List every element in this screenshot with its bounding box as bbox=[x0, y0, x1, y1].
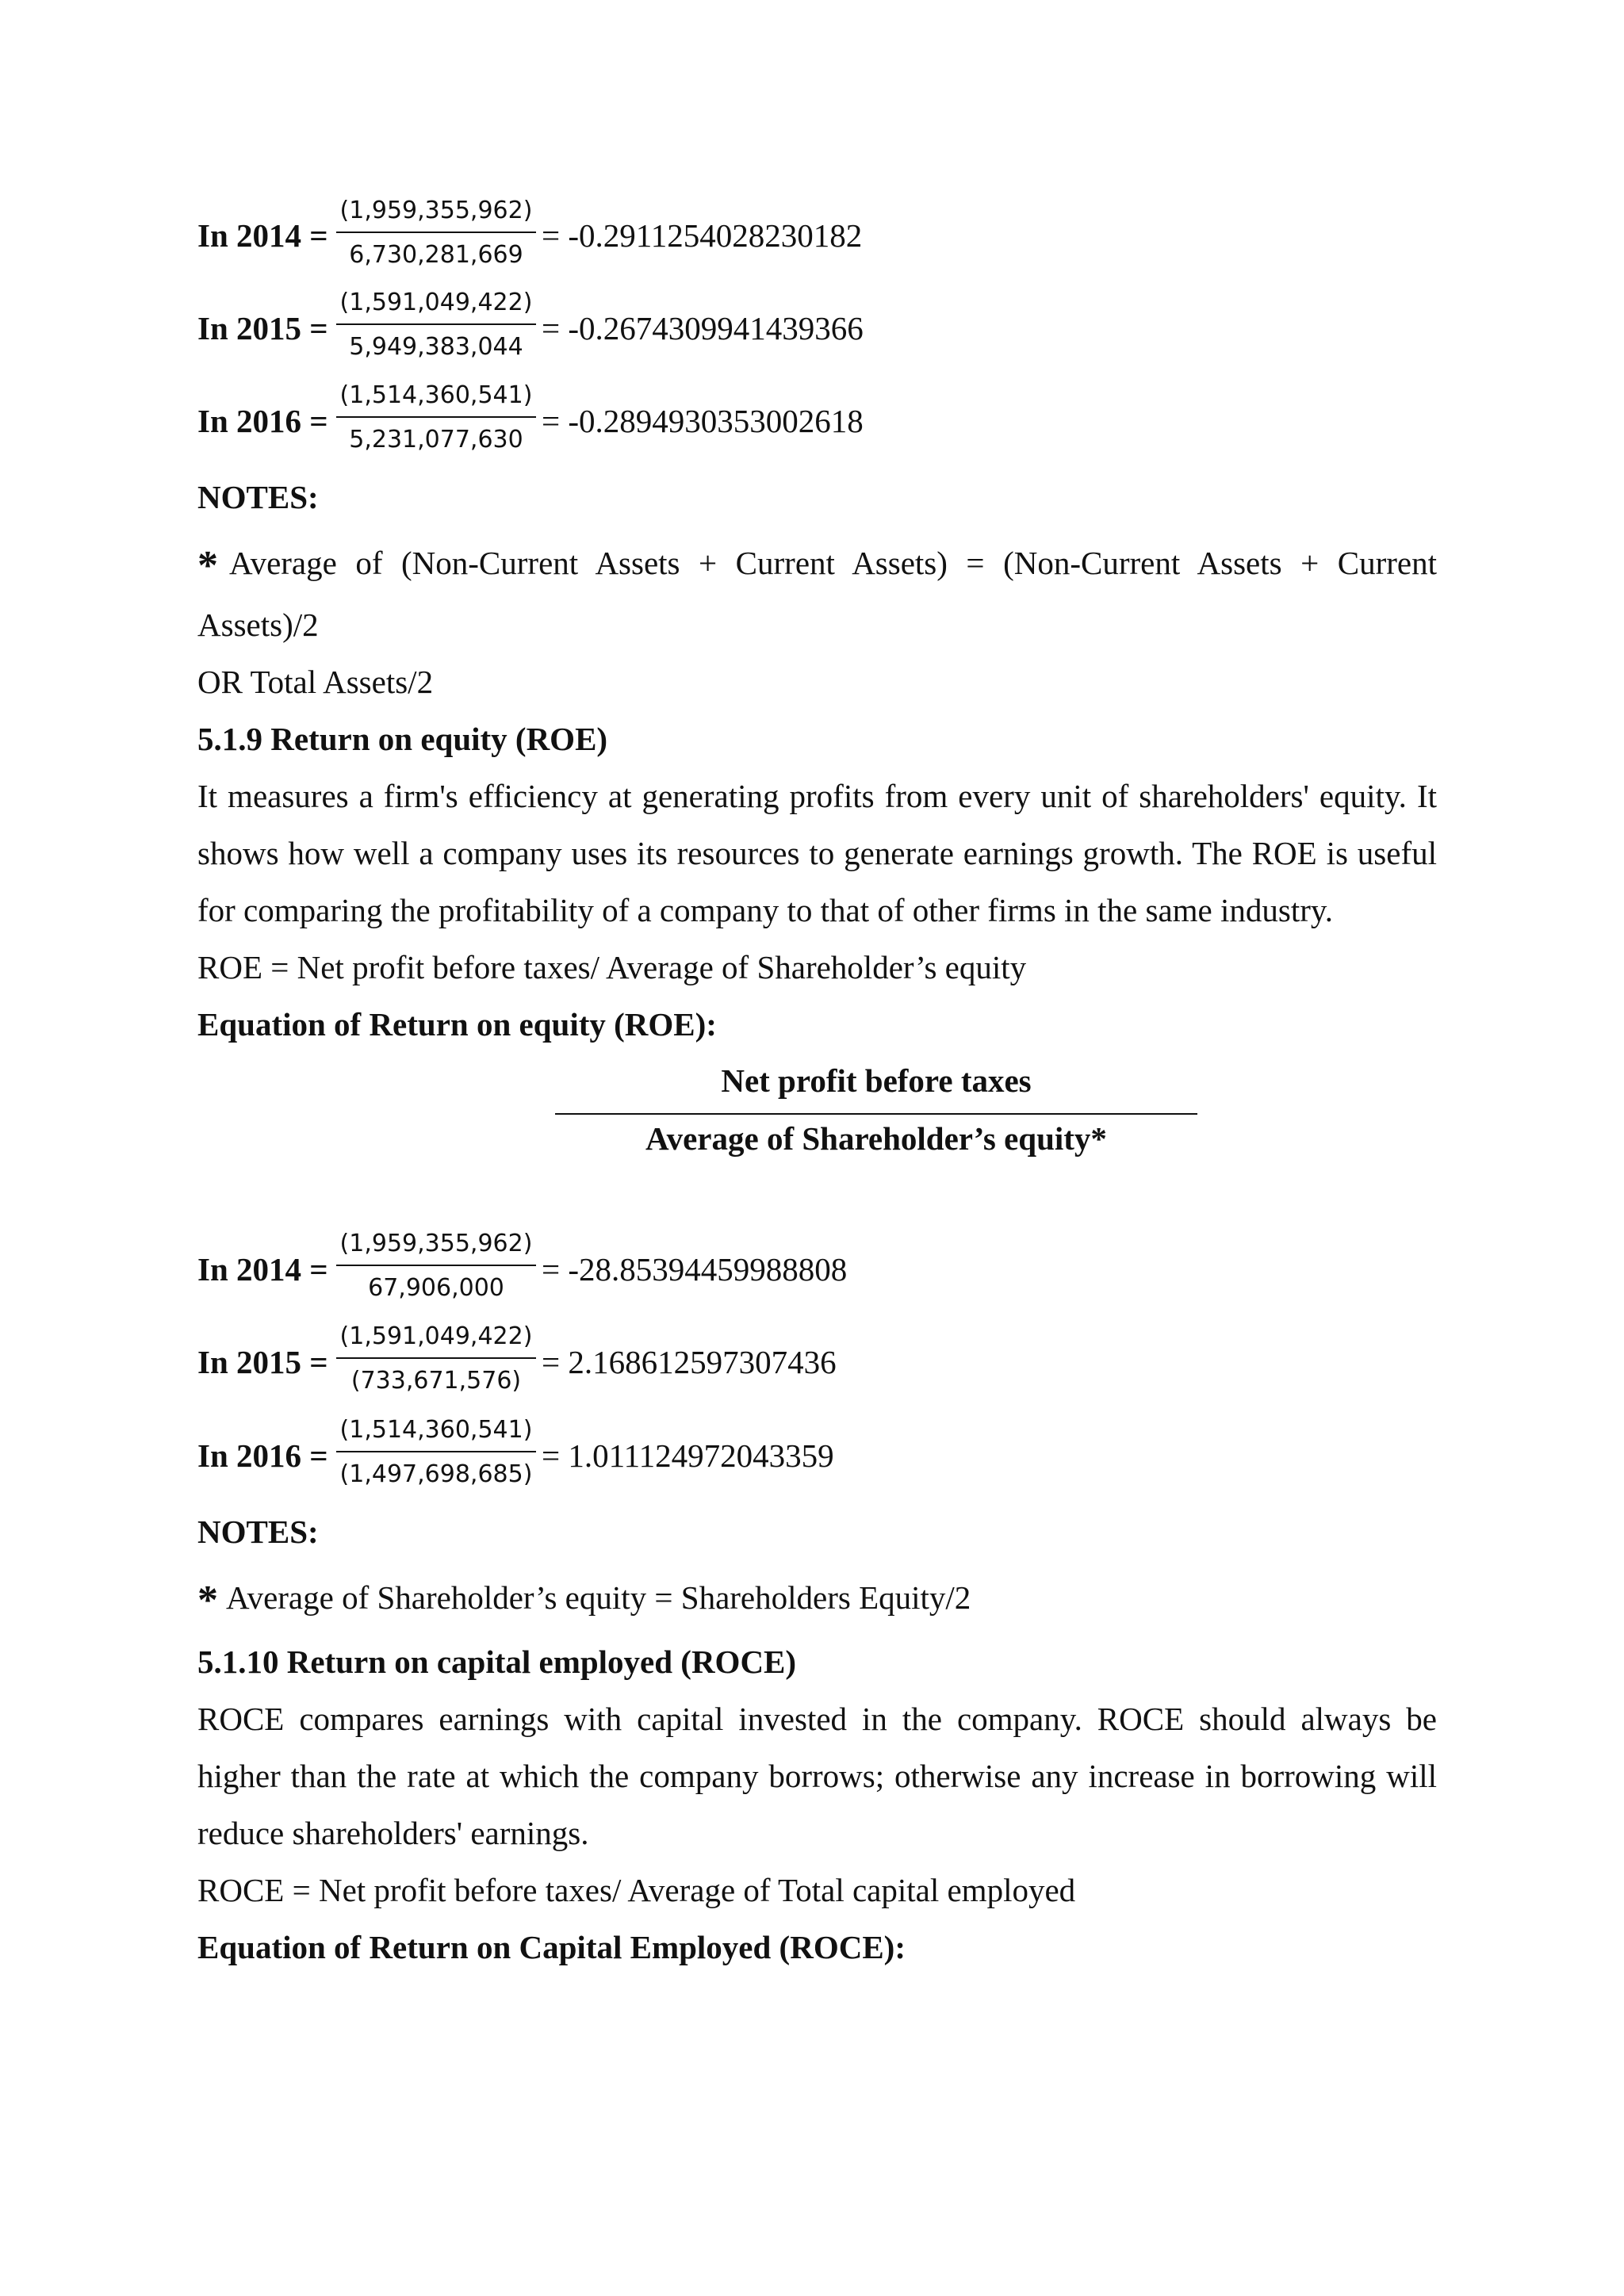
note-text: Average of Shareholder’s equity = Shareholders Equity/2 bbox=[226, 1579, 971, 1616]
result-value: = -0.2894930353002618 bbox=[542, 403, 864, 439]
fraction-bar bbox=[336, 1357, 536, 1359]
fraction bbox=[336, 1228, 536, 1304]
fraction bbox=[336, 195, 536, 271]
asterisk: * bbox=[197, 543, 218, 588]
fraction-bar bbox=[555, 1113, 1197, 1115]
fraction-bar bbox=[336, 1265, 536, 1266]
numerator: (1,514,360,541) bbox=[339, 1416, 533, 1444]
year-label: In 2014 = bbox=[197, 1251, 328, 1288]
fraction-bar bbox=[336, 1451, 536, 1452]
result-value: = 1.011124972043359 bbox=[542, 1437, 834, 1474]
year-label: In 2016 = bbox=[197, 1437, 328, 1474]
equation-heading: Equation of Return on equity (ROE): bbox=[197, 1006, 717, 1043]
note-line bbox=[197, 1580, 971, 1621]
denominator: 5,949,383,044 bbox=[349, 333, 523, 361]
paragraph-line: higher than the rate at which the company borrows; otherwise any increase in borrowing will bbox=[197, 1758, 1437, 1794]
denominator: (733,671,576) bbox=[350, 1367, 522, 1395]
year-label: In 2016 = bbox=[197, 403, 328, 439]
fraction bbox=[336, 380, 536, 456]
fraction bbox=[336, 1321, 536, 1397]
numerator: (1,959,355,962) bbox=[339, 197, 533, 224]
asterisk: * bbox=[197, 1578, 218, 1623]
denominator: 67,906,000 bbox=[368, 1274, 504, 1302]
denominator: 6,730,281,669 bbox=[349, 241, 523, 269]
formula-text: ROE = Net profit before taxes/ Average of Shareholder’s equity bbox=[197, 949, 1027, 985]
fraction-bar bbox=[336, 416, 536, 418]
result-value: = -28.85394459988808 bbox=[542, 1251, 848, 1288]
section-heading-roce: 5.1.10 Return on capital employed (ROCE) bbox=[197, 1644, 797, 1680]
equation-denominator: Average of Shareholder’s equity* bbox=[645, 1120, 1107, 1157]
denominator: 5,231,077,630 bbox=[349, 426, 523, 453]
note-text-or: OR Total Assets/2 bbox=[197, 664, 434, 700]
paragraph-line: reduce shareholders' earnings. bbox=[197, 1815, 589, 1851]
result-value: = 2.168612597307436 bbox=[542, 1344, 837, 1380]
numerator: (1,514,360,541) bbox=[339, 381, 533, 409]
equation-heading: Equation of Return on Capital Employed (ROCE): bbox=[197, 1929, 906, 1965]
paragraph-line: ROCE compares earnings with capital invested in the company. ROCE should always be bbox=[197, 1701, 1437, 1737]
year-label: In 2014 = bbox=[197, 217, 328, 254]
equation-numerator: Net profit before taxes bbox=[721, 1062, 1032, 1099]
year-label: In 2015 = bbox=[197, 1344, 328, 1380]
fraction-bar bbox=[336, 232, 536, 233]
notes-heading: NOTES: bbox=[197, 479, 319, 515]
paragraph-line: for comparing the profitability of a company to that of other firms in the same industry. bbox=[197, 892, 1333, 928]
fraction-bar bbox=[336, 323, 536, 325]
result-value: = -0.2911254028230182 bbox=[542, 217, 863, 254]
note-text-continued: Assets)/2 bbox=[197, 607, 319, 643]
note-line bbox=[197, 545, 1437, 587]
year-label: In 2015 = bbox=[197, 310, 328, 346]
numerator: (1,959,355,962) bbox=[339, 1230, 533, 1257]
numerator: (1,591,049,422) bbox=[339, 1322, 533, 1350]
note-text: Average of (Non-Current Assets + Current Assets) = (Non-Current Assets + Current bbox=[229, 545, 1437, 581]
paragraph-line: shows how well a company uses its resources to generate earnings growth. The ROE is useful bbox=[197, 835, 1437, 871]
notes-heading: NOTES: bbox=[197, 1513, 319, 1550]
formula-text: ROCE = Net profit before taxes/ Average of Total capital employed bbox=[197, 1872, 1076, 1908]
result-value: = -0.2674309941439366 bbox=[542, 310, 864, 346]
paragraph-line: It measures a firm's efficiency at generating profits from every unit of shareholders' equity. It bbox=[197, 778, 1437, 814]
fraction bbox=[336, 1414, 536, 1490]
section-heading-roe: 5.1.9 Return on equity (ROE) bbox=[197, 721, 608, 757]
fraction bbox=[336, 287, 536, 363]
numerator: (1,591,049,422) bbox=[339, 289, 533, 316]
denominator: (1,497,698,685) bbox=[339, 1460, 533, 1488]
